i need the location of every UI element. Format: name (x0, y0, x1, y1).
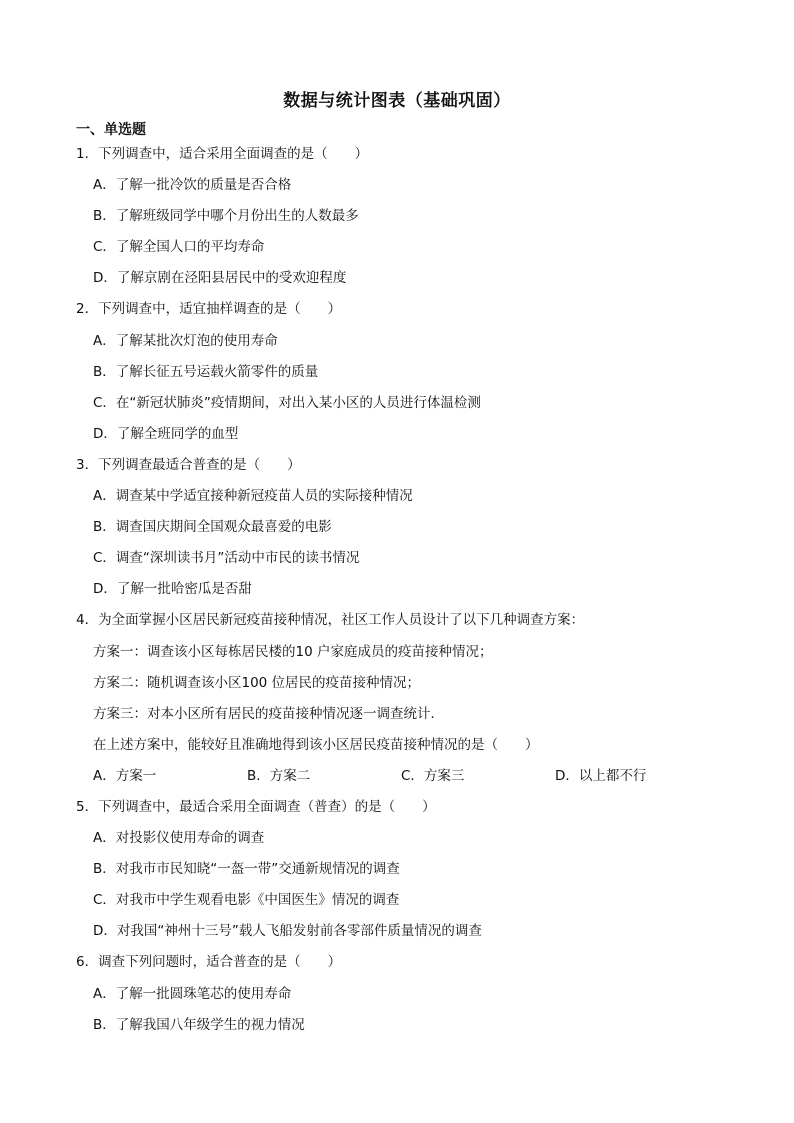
question-4-plan-2: 方案二：随机调查该小区100 位居民的疫苗接种情况； (93, 674, 421, 691)
question-4-options (76, 765, 736, 796)
question-list (76, 143, 736, 1045)
question-2-stem: 2．下列调查中，适宜抽样调查的是（ ） (76, 301, 342, 318)
question-2-option-d: D．了解全班同学的血型 (93, 425, 239, 442)
question-1-option-a: A．了解一批冷饮的质量是否合格 (93, 177, 292, 194)
question-3-option-c: C．调查“深圳读书月”活动中市民的读书情况 (93, 550, 360, 567)
question-1-stem: 1．下列调查中，适合采用全面调查的是（ ） (76, 146, 369, 162)
question-3-stem: 3．下列调查最适合普查的是（ ） (76, 456, 301, 473)
question-4-option-b: B．方案二 (247, 767, 311, 784)
question-5-option-c: C．对我市中学生观看电影《中国医生》情况的调查 (93, 892, 400, 909)
question-5-option-d: D．对我国“神州十三号”载人飞船发射前各零部件质量情况的调查 (93, 923, 482, 940)
question-4-stem: 4．为全面掌握小区居民新冠疫苗接种情况，社区工作人员设计了以下几种调查方案： (76, 612, 585, 629)
question-1-option-c: C．了解全国人口的平均寿命 (93, 239, 265, 256)
question-2-option-c: C．在“新冠状肺炎”疫情期间，对出入某小区的人员进行体温检测 (93, 394, 481, 411)
question-2-option-a: A．了解某批次灯泡的使用寿命 (93, 332, 278, 349)
question-3-option-a: A．调查某中学适宜接种新冠疫苗人员的实际接种情况 (93, 488, 413, 505)
question-5-option-a: A．对投影仪使用寿命的调查 (93, 830, 265, 847)
question-5-stem: 5．下列调查中，最适合采用全面调查（普查）的是（ ） (76, 798, 436, 815)
section-heading: 一、单选题 (76, 122, 146, 138)
question-1-option-b: B．了解班级同学中哪个月份出生的人数最多 (93, 208, 359, 225)
question-6-option-a: A．了解一批圆珠笔芯的使用寿命 (93, 985, 292, 1002)
question-4-prompt: 在上述方案中，能较好且准确地得到该小区居民疫苗接种情况的是（ ） (93, 736, 539, 753)
question-4-plan-1: 方案一：调查该小区每栋居民楼的10 户家庭成员的疫苗接种情况； (93, 643, 493, 660)
question-6-stem: 6．调查下列问题时，适合普查的是（ ） (76, 954, 342, 971)
question-5-option-b: B．对我市市民知晓“一盔一带”交通新规情况的调查 (93, 861, 400, 878)
question-4-option-c: C．方案三 (401, 767, 465, 784)
question-4-option-d: D．以上都不行 (555, 767, 647, 784)
question-3-option-d: D．了解一批哈密瓜是否甜 (93, 581, 252, 598)
question-6-option-b: B．了解我国八年级学生的视力情况 (93, 1016, 305, 1033)
question-4-plan-3: 方案三：对本小区所有居民的疫苗接种情况逐一调查统计． (93, 705, 444, 722)
question-2-option-b: B．了解长征五号运载火箭零件的质量 (93, 363, 319, 380)
question-3-option-b: B．调查国庆期间全国观众最喜爱的电影 (93, 519, 332, 536)
question-4-option-a: A．方案一 (93, 767, 157, 784)
question-1-option-d: D．了解京剧在泾阳县居民中的受欢迎程度 (93, 270, 347, 287)
document-title: 数据与统计图表（基础巩固） (283, 91, 511, 111)
